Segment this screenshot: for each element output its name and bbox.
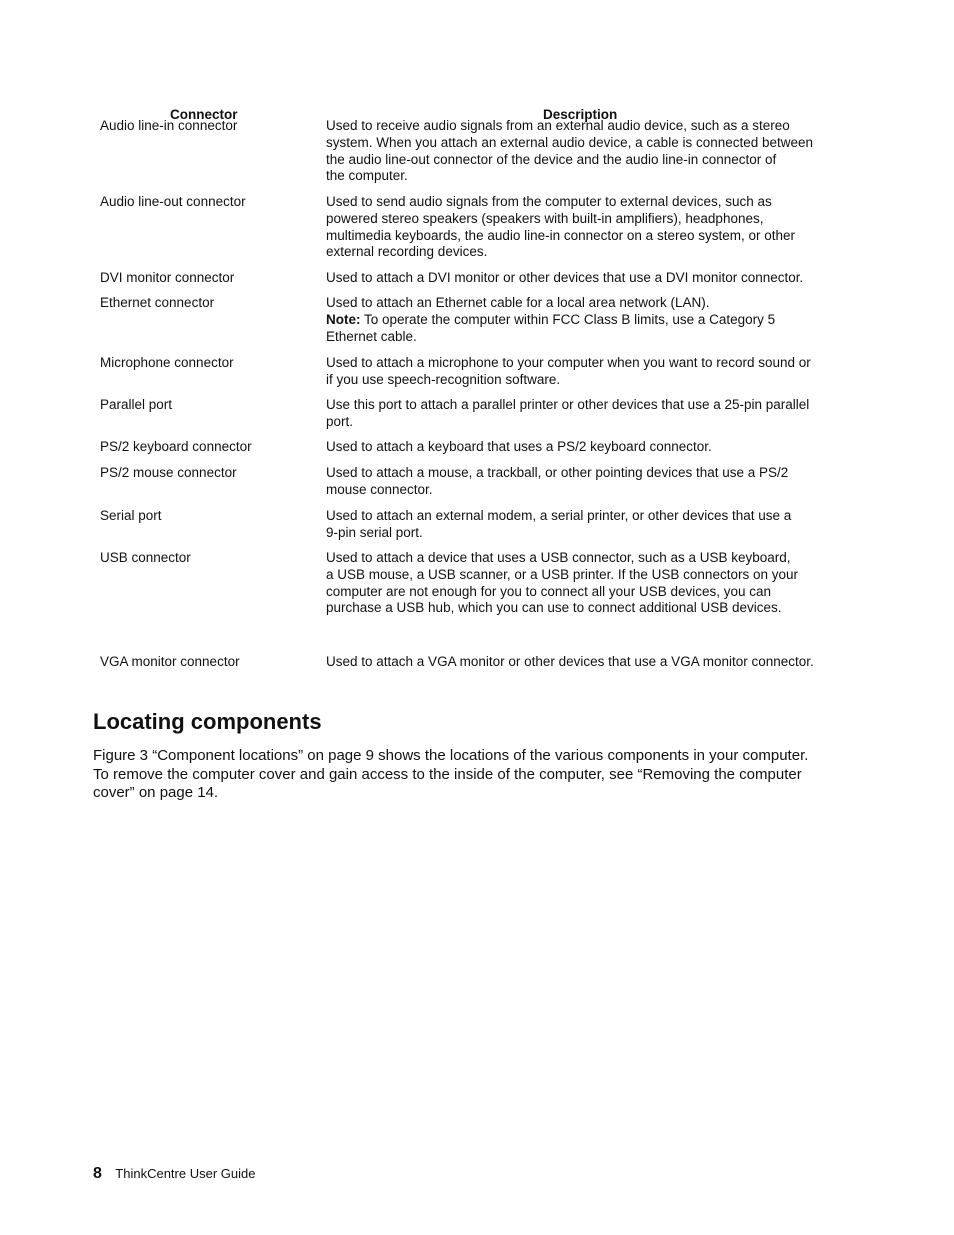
description-cell bbox=[326, 439, 846, 456]
connector-cell: DVI monitor connector bbox=[100, 270, 235, 285]
description-line: Used to attach an Ethernet cable for a local area network (LAN). bbox=[326, 295, 710, 310]
paragraph-line: To remove the computer cover and gain access to the inside of the computer, see “Removing the computer bbox=[93, 765, 802, 783]
connector-cell: VGA monitor connector bbox=[100, 654, 240, 669]
connector-cell: Audio line-out connector bbox=[100, 194, 246, 209]
connector-cell: Ethernet connector bbox=[100, 295, 215, 310]
description-line: a USB mouse, a USB scanner, or a USB printer. If the USB connectors on your bbox=[326, 566, 798, 582]
description-line: Used to attach a DVI monitor or other devices that use a DVI monitor connector. bbox=[326, 270, 804, 285]
description-cell bbox=[326, 508, 846, 542]
description-line: Use this port to attach a parallel printer or other devices that use a 25-pin parallel bbox=[326, 397, 810, 412]
description-line: computer are not enough for you to connect all your USB devices, you can bbox=[326, 583, 772, 599]
description-cell bbox=[326, 355, 846, 389]
description-line: Used to send audio signals from the computer to external devices, such as bbox=[326, 194, 772, 209]
document-title: ThinkCentre User Guide bbox=[115, 1166, 256, 1181]
connector-cell: PS/2 mouse connector bbox=[100, 465, 237, 480]
connector-cell: Parallel port bbox=[100, 397, 173, 412]
connector-cell: Audio line-in connector bbox=[100, 118, 238, 133]
description-cell bbox=[326, 118, 846, 185]
description-line: system. When you attach an external audio device, a cable is connected between bbox=[326, 134, 814, 150]
page-number: 8 bbox=[93, 1165, 102, 1182]
page-footer bbox=[93, 1165, 255, 1183]
header-connector: Connector bbox=[170, 107, 238, 122]
section-heading: Locating components bbox=[93, 709, 322, 734]
description-line: 9-pin serial port. bbox=[326, 524, 423, 540]
description-line: Used to attach a VGA monitor or other devices that use a VGA monitor connector. bbox=[326, 654, 814, 669]
description-cell bbox=[326, 465, 846, 499]
description-line: the computer. bbox=[326, 168, 408, 184]
connector-cell: USB connector bbox=[100, 550, 191, 565]
description-cell bbox=[326, 550, 846, 617]
description-line: mouse connector. bbox=[326, 481, 433, 497]
section-paragraph bbox=[93, 747, 863, 803]
note-line bbox=[326, 312, 846, 329]
description-cell bbox=[326, 194, 846, 261]
description-line: external recording devices. bbox=[326, 244, 488, 260]
description-line: port. bbox=[326, 413, 354, 429]
connector-cell: Serial port bbox=[100, 508, 162, 523]
description-line: powered stereo speakers (speakers with built-in amplifiers), headphones, bbox=[326, 210, 764, 226]
paragraph-line: Figure 3 “Component locations” on page 9 shows the locations of the various components in your computer. bbox=[93, 747, 809, 764]
description-line: Used to attach a device that uses a USB connector, such as a USB keyboard, bbox=[326, 550, 791, 565]
paragraph-line: cover” on page 14. bbox=[93, 784, 219, 801]
description-cell bbox=[326, 295, 846, 345]
description-cell bbox=[326, 654, 846, 671]
description-line: Used to attach a microphone to your computer when you want to record sound or bbox=[326, 355, 811, 370]
note-label: Note: bbox=[326, 311, 361, 327]
description-line: Used to attach a keyboard that uses a PS/2 keyboard connector. bbox=[326, 439, 712, 454]
description-line: Used to attach a mouse, a trackball, or other pointing devices that use a PS/2 bbox=[326, 465, 789, 480]
note-text: Ethernet cable. bbox=[326, 328, 417, 344]
connector-cell: PS/2 keyboard connector bbox=[100, 439, 252, 454]
description-line: multimedia keyboards, the audio line-in connector on a stereo system, or other bbox=[326, 227, 795, 243]
header-description: Description bbox=[543, 107, 618, 122]
connector-cell: Microphone connector bbox=[100, 355, 234, 370]
description-line: the audio line-out connector of the device and the audio line-in connector of bbox=[326, 151, 777, 167]
description-line: Used to receive audio signals from an external audio device, such as a stereo bbox=[326, 118, 790, 133]
note-text: To operate the computer within FCC Class B limits, use a Category 5 bbox=[360, 311, 776, 327]
description-line: purchase a USB hub, which you can use to connect additional USB devices. bbox=[326, 600, 782, 616]
description-line: Used to attach an external modem, a serial printer, or other devices that use a bbox=[326, 508, 792, 523]
description-cell bbox=[326, 270, 846, 287]
connector-table bbox=[93, 104, 853, 669]
description-cell bbox=[326, 397, 846, 431]
description-line: if you use speech-recognition software. bbox=[326, 371, 561, 387]
